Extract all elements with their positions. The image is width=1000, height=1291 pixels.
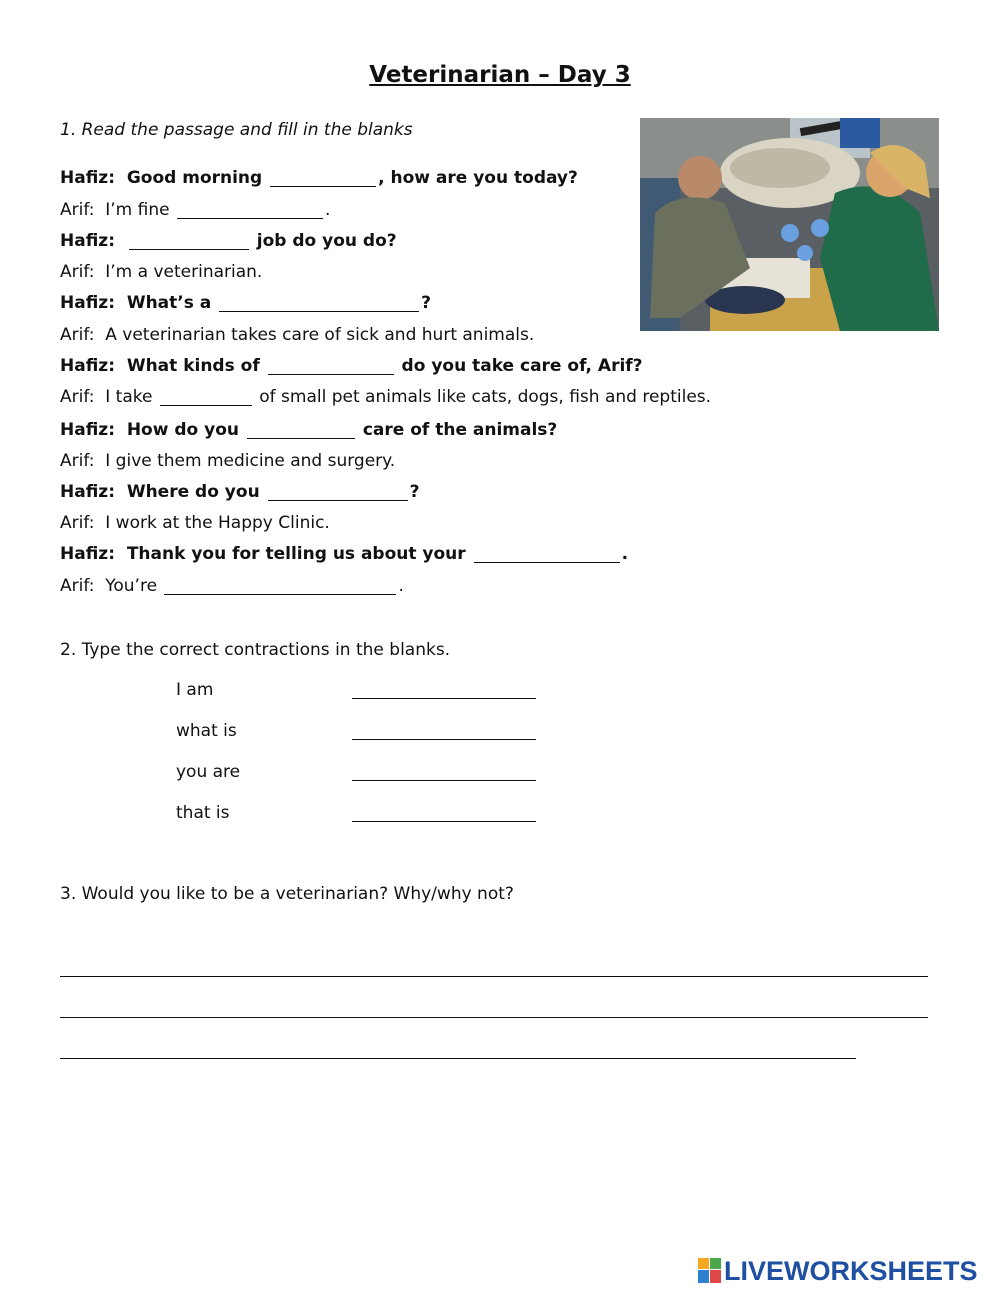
fill-blank-2[interactable] bbox=[177, 204, 323, 219]
line-text-after: ? bbox=[421, 293, 432, 313]
logo-blocks-icon bbox=[698, 1258, 722, 1284]
veterinarian-photo bbox=[640, 118, 939, 331]
dialogue-line-6 bbox=[60, 325, 534, 345]
contraction-item-3: you are bbox=[176, 762, 241, 782]
line-text: Arif: I’m a veterinarian. bbox=[60, 262, 263, 282]
dialogue-line-5 bbox=[60, 293, 431, 313]
line-text-before: Hafiz: Thank you for telling us about your bbox=[60, 544, 472, 564]
dialogue-line-12 bbox=[60, 513, 330, 533]
line-text-before: Hafiz: Where do you bbox=[60, 482, 266, 502]
answer-line-3[interactable] bbox=[60, 1057, 856, 1059]
line-text-before: Hafiz: What kinds of bbox=[60, 356, 266, 376]
fill-blank-5[interactable] bbox=[268, 360, 394, 375]
line-text-after: care of the animals? bbox=[356, 420, 558, 440]
fill-blank-1[interactable] bbox=[270, 172, 376, 187]
answer-line-1[interactable] bbox=[60, 975, 928, 977]
fill-blank-8[interactable] bbox=[268, 486, 408, 501]
line-text-after: . bbox=[621, 544, 629, 564]
line-text-before: Hafiz: How do you bbox=[60, 420, 245, 440]
line-text-after: . bbox=[324, 200, 331, 220]
contraction-answer-2[interactable] bbox=[352, 738, 536, 740]
line-text-before: Arif: You’re bbox=[60, 576, 163, 596]
contraction-answer-4[interactable] bbox=[352, 820, 536, 822]
fill-blank-3[interactable] bbox=[129, 235, 249, 250]
line-text: Arif: I give them medicine and surgery. bbox=[60, 451, 396, 471]
answer-line-2[interactable] bbox=[60, 1016, 928, 1018]
line-text-before: Hafiz: Good morning bbox=[60, 168, 269, 188]
contraction-answer-3[interactable] bbox=[352, 779, 536, 781]
line-text-before: Hafiz: bbox=[60, 231, 127, 251]
line-text-after: of small pet animals like cats, dogs, fish and reptiles. bbox=[253, 387, 712, 407]
liveworksheets-logo bbox=[698, 1256, 978, 1286]
contraction-item-1: I am bbox=[176, 680, 214, 700]
line-text-after: , how are you today? bbox=[378, 168, 578, 188]
dialogue-line-14 bbox=[60, 576, 404, 596]
fill-blank-4[interactable] bbox=[219, 297, 419, 312]
fill-blank-9[interactable] bbox=[474, 548, 620, 563]
dialogue-line-10 bbox=[60, 451, 395, 471]
logo-text: LIVEWORKSHEETS bbox=[724, 1255, 978, 1286]
line-text: Arif: A veterinarian takes care of sick and hurt animals. bbox=[60, 325, 535, 345]
dialogue-line-13 bbox=[60, 544, 628, 564]
dialogue-line-3 bbox=[60, 231, 397, 251]
dialogue-line-9 bbox=[60, 420, 557, 440]
section3-instruction: 3. Would you like to be a veterinarian? Why/why not? bbox=[60, 884, 514, 904]
section2-instruction: 2. Type the correct contractions in the blanks. bbox=[60, 640, 451, 660]
dialogue-line-8 bbox=[60, 387, 711, 407]
line-text: Arif: I work at the Happy Clinic. bbox=[60, 513, 330, 533]
fill-blank-6[interactable] bbox=[160, 391, 252, 406]
section1-instruction: 1. Read the passage and fill in the blanks bbox=[60, 120, 413, 140]
dialogue-line-2 bbox=[60, 200, 330, 220]
fill-blank-7[interactable] bbox=[247, 424, 355, 439]
fill-blank-10[interactable] bbox=[164, 580, 396, 595]
line-text-before: Hafiz: What’s a bbox=[60, 293, 218, 313]
contraction-answer-1[interactable] bbox=[352, 697, 536, 699]
line-text-after: ? bbox=[409, 482, 420, 502]
line-text-after: do you take care of, Arif? bbox=[395, 356, 643, 376]
line-text-before: Arif: I take bbox=[60, 387, 158, 407]
line-text-after: job do you do? bbox=[250, 231, 397, 251]
dialogue-line-1 bbox=[60, 168, 578, 188]
line-text-before: Arif: I’m fine bbox=[60, 200, 175, 220]
dialogue-line-11 bbox=[60, 482, 419, 502]
contraction-item-2: what is bbox=[176, 721, 237, 741]
contraction-item-4: that is bbox=[176, 803, 230, 823]
dialogue-line-4 bbox=[60, 262, 262, 282]
dialogue-line-7 bbox=[60, 356, 643, 376]
worksheet-title: Veterinarian – Day 3 bbox=[369, 62, 631, 88]
line-text-after: . bbox=[398, 576, 404, 596]
